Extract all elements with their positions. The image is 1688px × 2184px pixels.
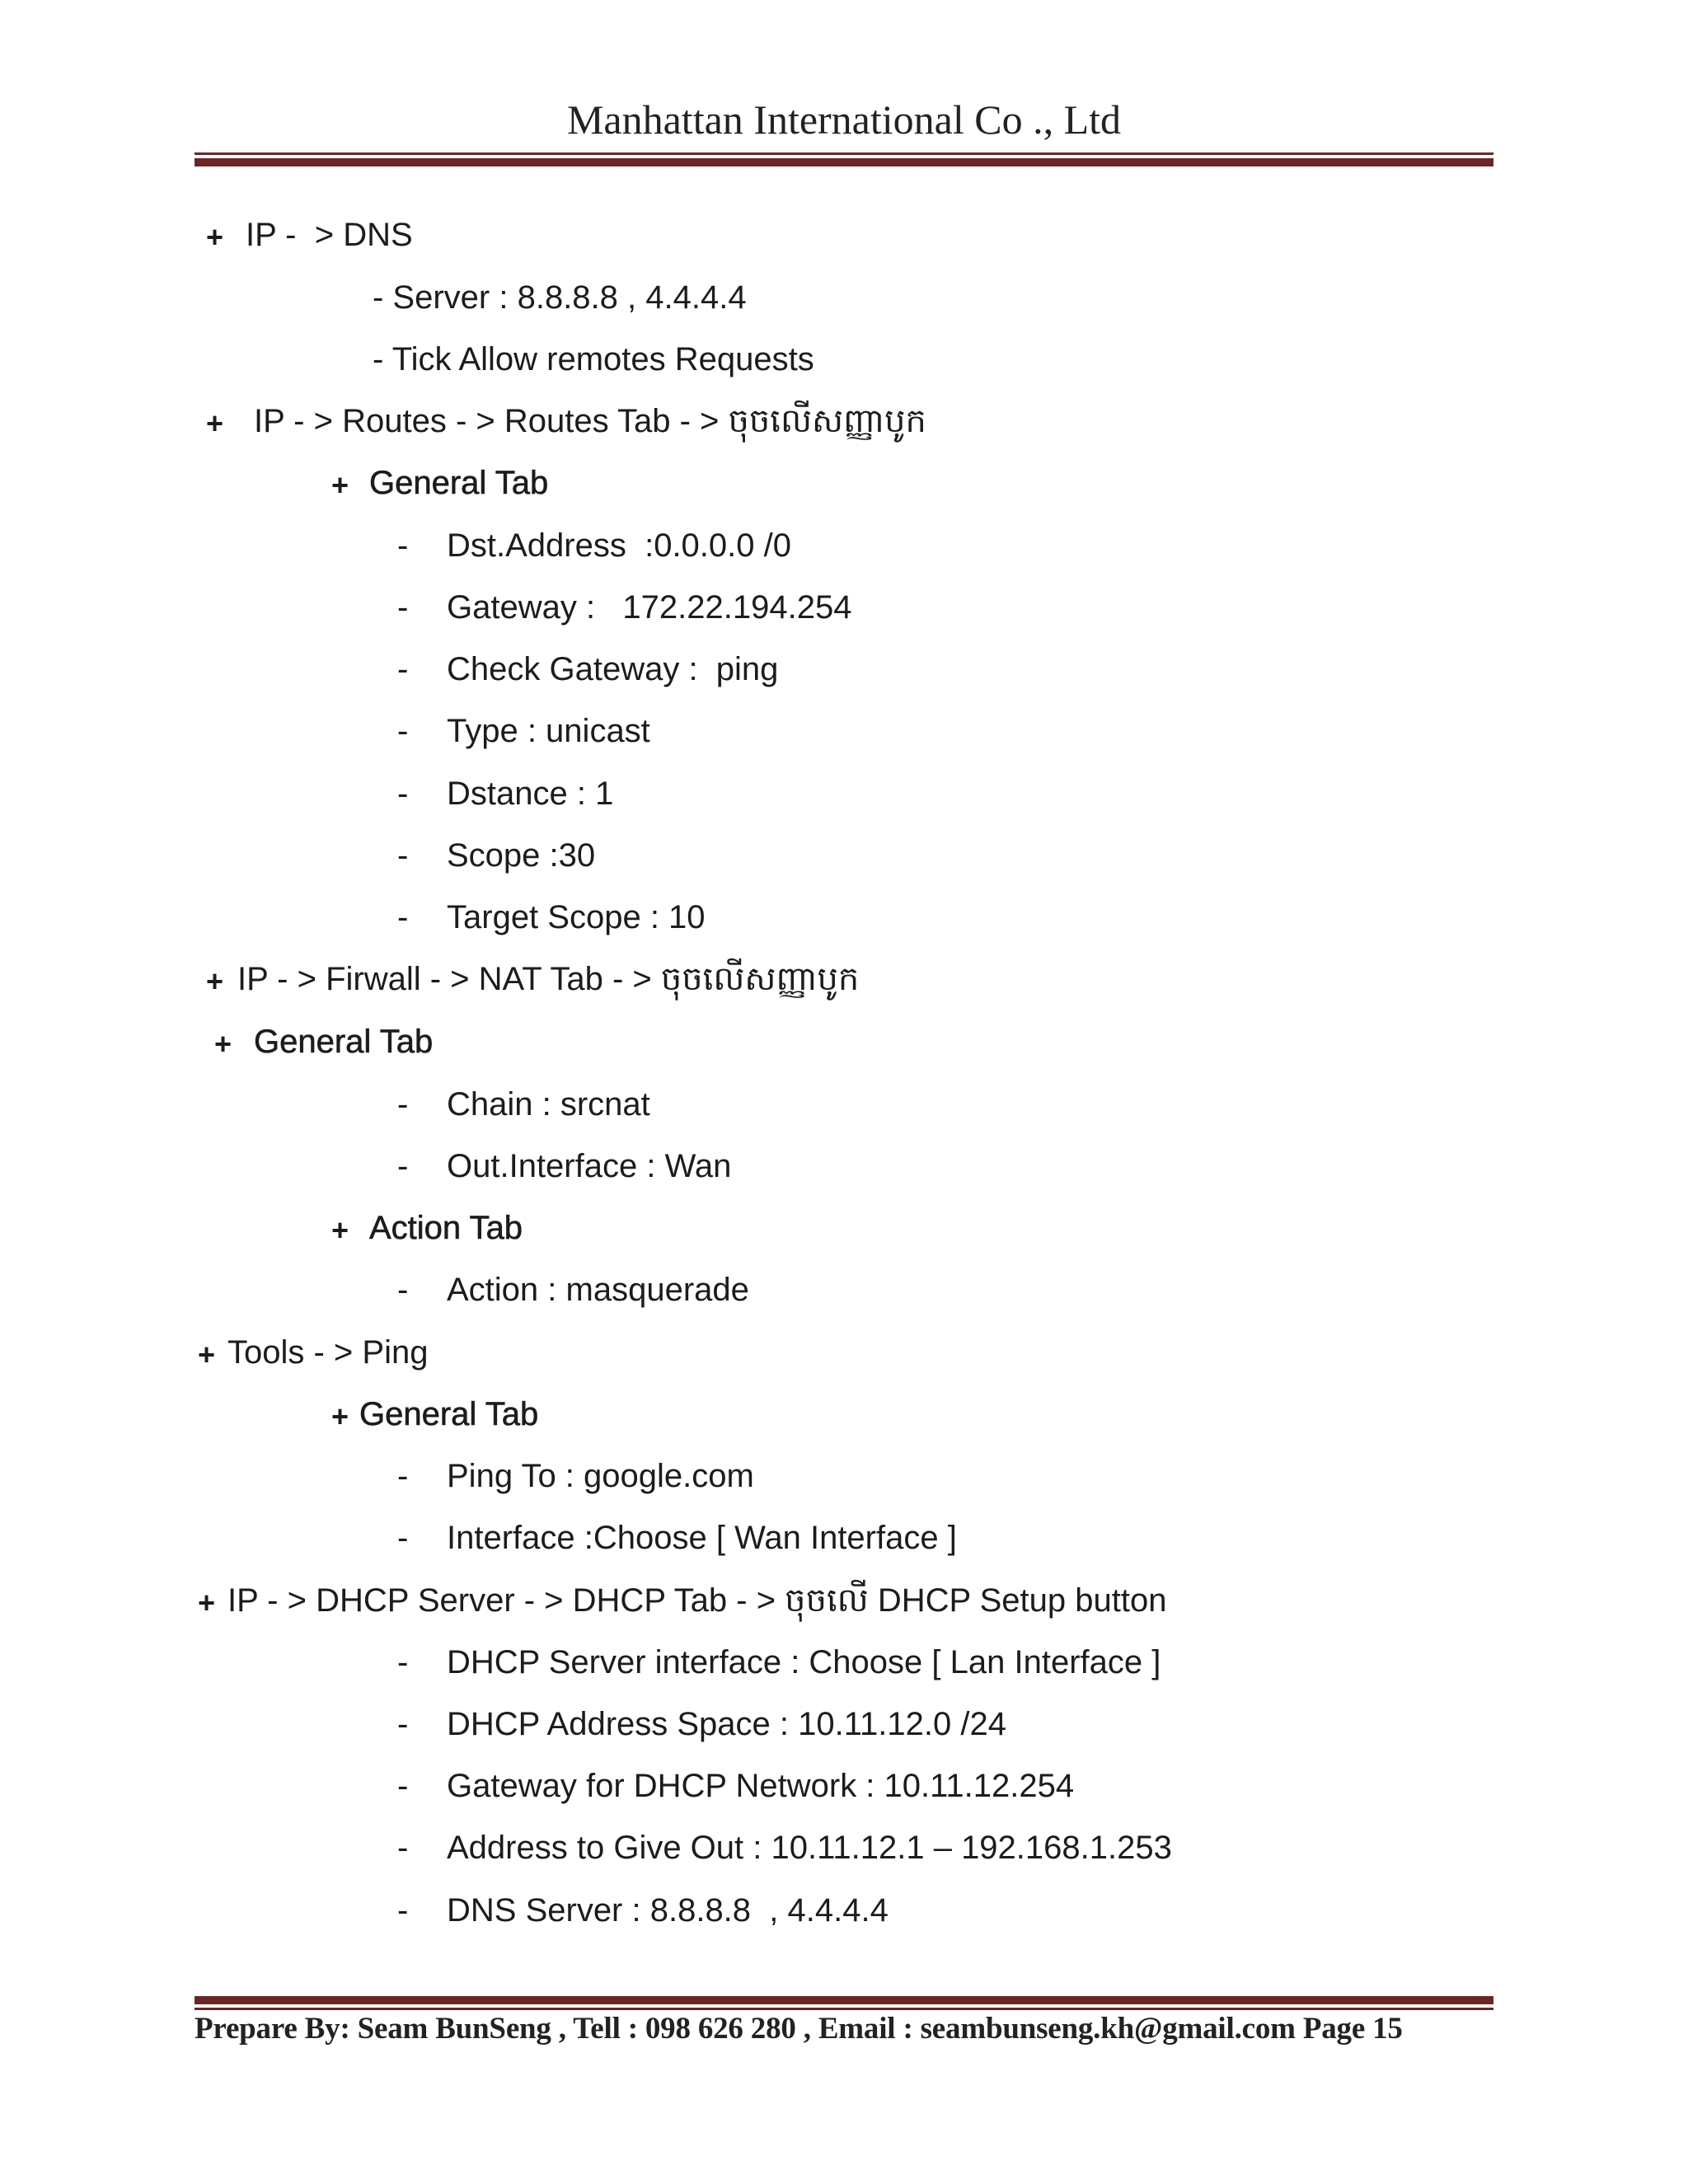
plus-bullet: + — [206, 964, 224, 998]
plus-bullet: + — [214, 1027, 232, 1061]
dash-bullet: - — [397, 1458, 409, 1494]
routes-item-distance: Dstance : 1 — [447, 776, 614, 812]
plus-bullet: + — [331, 1213, 349, 1247]
plus-bullet: + — [198, 1338, 216, 1371]
nat-action-tab-heading: Action Tab — [369, 1210, 523, 1246]
nat-heading: IP - > Firwall - > NAT Tab - > ចុចលើសញ្ញាបូក — [237, 961, 860, 997]
plus-bullet: + — [331, 1399, 349, 1433]
plus-bullet: + — [206, 406, 224, 440]
routes-item-type: Type : unicast — [447, 713, 650, 749]
dash-bullet: - — [397, 527, 409, 564]
plus-bullet: + — [206, 220, 224, 254]
dhcp-item-server-interface: DHCP Server interface : Choose [ Lan Interface ] — [447, 1644, 1161, 1680]
nat-item-chain: Chain : srcnat — [447, 1086, 650, 1122]
ping-heading: Tools - > Ping — [227, 1334, 429, 1371]
routes-item-scope: Scope :30 — [447, 837, 596, 874]
page-header-title: Manhattan International Co ., Ltd — [566, 96, 1122, 143]
plus-bullet: + — [331, 468, 349, 502]
dash-bullet: - — [397, 1520, 409, 1556]
dash-bullet: - — [397, 1706, 409, 1742]
dhcp-item-address-to-give-out: Address to Give Out : 10.11.12.1 – 192.168.1.253 — [447, 1830, 1172, 1866]
header-rule — [195, 152, 1493, 166]
routes-item-target-scope: Target Scope : 10 — [447, 899, 706, 935]
routes-heading: IP - > Routes - > Routes Tab - > ចុចលើសញ្ញាបូក — [254, 403, 926, 439]
dash-bullet: - — [397, 1644, 409, 1680]
dhcp-item-gateway: Gateway for DHCP Network : 10.11.12.254 — [447, 1768, 1075, 1804]
dash-bullet: - — [397, 1830, 409, 1866]
dash-bullet: - — [397, 1148, 409, 1184]
ping-general-tab-heading: General Tab — [359, 1396, 539, 1432]
dash-bullet: - — [397, 776, 409, 812]
dash-bullet: - — [397, 1892, 409, 1929]
dash-bullet: - — [397, 713, 409, 749]
ping-item-ping-to: Ping To : google.com — [447, 1458, 754, 1494]
routes-general-tab-heading: General Tab — [369, 465, 549, 501]
dhcp-heading: IP - > DHCP Server - > DHCP Tab - > ចុចលើ DHCP Setup button — [227, 1582, 1167, 1619]
dash-bullet: - — [397, 589, 409, 626]
nat-general-tab-heading: General Tab — [254, 1024, 434, 1060]
routes-item-dst-address: Dst.Address :0.0.0.0 /0 — [447, 527, 791, 564]
dns-item-allow-remote: - Tick Allow remotes Requests — [373, 341, 814, 377]
dash-bullet: - — [397, 837, 409, 874]
footer-rule — [195, 1996, 1493, 2010]
dns-item-server: - Server : 8.8.8.8 , 4.4.4.4 — [373, 279, 747, 316]
dash-bullet: - — [397, 651, 409, 687]
nat-action-item-masquerade: Action : masquerade — [447, 1272, 749, 1308]
dash-bullet: - — [397, 899, 409, 935]
dash-bullet: - — [397, 1272, 409, 1308]
plus-bullet: + — [198, 1586, 216, 1619]
ping-item-interface: Interface :Choose [ Wan Interface ] — [447, 1520, 957, 1556]
routes-item-gateway: Gateway : 172.22.194.254 — [447, 589, 852, 626]
dash-bullet: - — [397, 1768, 409, 1804]
dash-bullet: - — [397, 1086, 409, 1122]
nat-item-out-interface: Out.Interface : Wan — [447, 1148, 732, 1184]
page-footer: Prepare By: Seam BunSeng , Tell : 098 626 280 , Email : seambunseng.kh@gmail.com Page 15 — [195, 2012, 1403, 2046]
dhcp-item-address-space: DHCP Address Space : 10.11.12.0 /24 — [447, 1706, 1006, 1742]
routes-item-check-gateway: Check Gateway : ping — [447, 651, 779, 687]
dns-heading: IP - > DNS — [246, 217, 413, 253]
dhcp-item-dns-server: DNS Server : 8.8.8.8 , 4.4.4.4 — [447, 1892, 889, 1929]
